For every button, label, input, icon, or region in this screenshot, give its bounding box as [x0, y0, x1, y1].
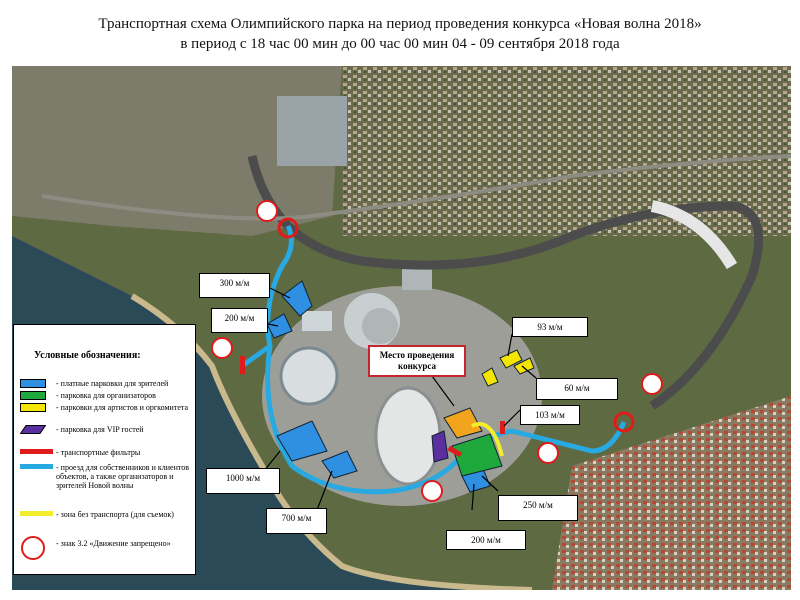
no-entry-sign-7 [642, 374, 662, 394]
map-title [0, 14, 800, 54]
no-entry-sign-1 [257, 201, 277, 221]
callout-300: 300 м/м [199, 273, 270, 298]
transport-filter-icon [20, 448, 54, 456]
title-line-2: в период с 18 час 00 мин до 00 час 00 мин 04 - 09 сентября 2018 года [180, 36, 620, 52]
legend-text-route: - проезд для собственников и клиентов объектов, а также организаторов и зрителей Новой волны [56, 463, 190, 490]
callout-1000: 1000 м/м [206, 468, 280, 494]
legend-title: Условные обозначения: [34, 350, 141, 361]
no-entry-sign-icon [20, 535, 46, 561]
small-arena [302, 311, 332, 331]
legend-text-organizers: - парковка для организаторов [56, 391, 156, 400]
callout-700: 700 м/м [266, 508, 327, 534]
callout-103: 103 м/м [520, 405, 580, 425]
fisht-stadium [376, 388, 440, 484]
parking-organizers-icon [20, 391, 46, 400]
legend-text-spectators: - платные парковки для зрителей [56, 379, 169, 388]
venue-label: Место проведения конкурса [368, 345, 466, 377]
callout-200-west: 200 м/м [211, 308, 268, 333]
central-square [362, 308, 398, 344]
parking-vip-icon [20, 425, 46, 434]
callout-200-south: 200 м/м [446, 530, 526, 550]
map-legend [13, 324, 196, 575]
no-traffic-line-icon [20, 510, 54, 518]
route-line-icon [20, 463, 54, 471]
callout-60: 60 м/м [536, 378, 618, 400]
no-entry-sign-4 [422, 481, 442, 501]
curling-center [402, 266, 432, 290]
callout-93: 93 м/м [512, 317, 588, 337]
title-line-1: Транспортная схема Олимпийского парка на период проведения конкурса «Новая волна 2018» [98, 16, 702, 32]
legend-text-vip: - парковка для VIP гостей [56, 425, 144, 434]
legend-text-artists: - парковки для артистов и оргкомитета [56, 403, 189, 412]
legend-text-filters: - транспортные фильтры [56, 448, 141, 457]
filter-west [240, 356, 245, 374]
filter-east [500, 421, 505, 434]
parking-spectators-icon [20, 379, 46, 388]
stadium-building [277, 96, 347, 166]
callout-250: 250 м/м [498, 495, 578, 521]
no-entry-sign-3 [212, 338, 232, 358]
legend-text-no-entry: - знак 3.2 «Движение запрещено» [56, 539, 171, 548]
no-entry-sign-5 [538, 443, 558, 463]
legend-text-no-traffic: - зона без транспорта (для съемок) [56, 510, 174, 519]
dome-arena [281, 348, 337, 404]
parking-artists-icon [20, 403, 46, 412]
